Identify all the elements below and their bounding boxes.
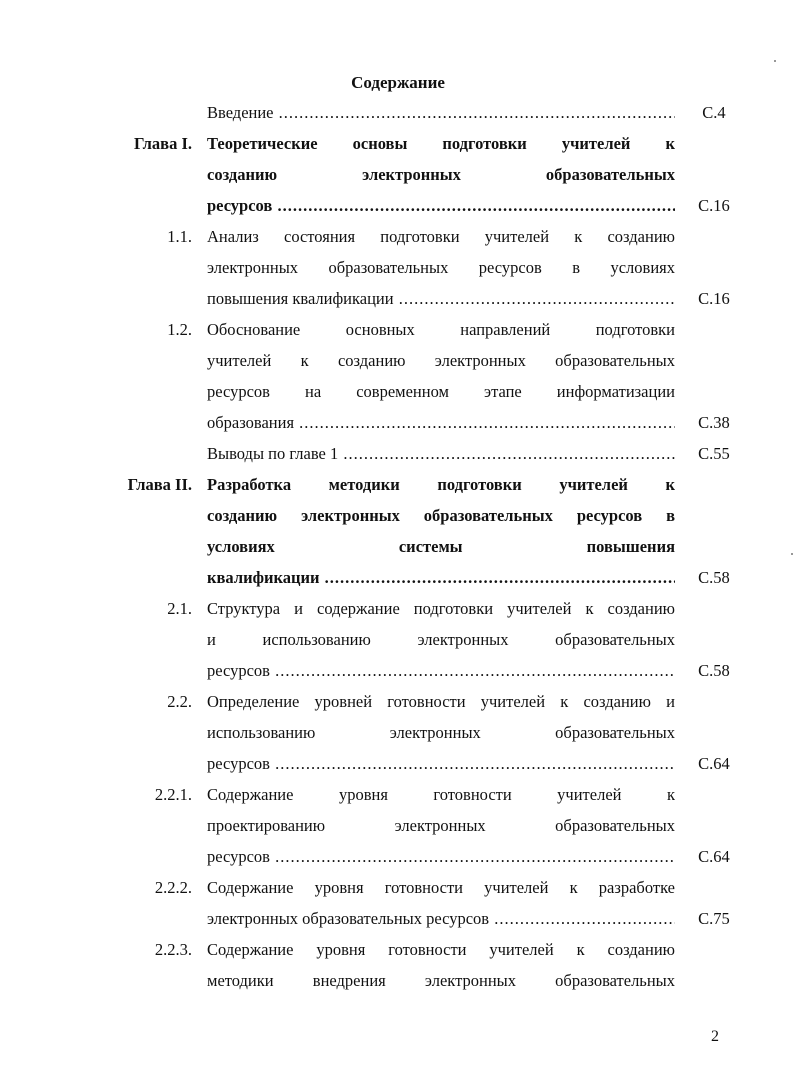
toc-entry-line: Теоретические основы подготовки учителей к <box>207 134 675 153</box>
toc-entry-line: Анализ состояния подготовки учителей к созданию <box>207 227 675 246</box>
toc-entry-line: электронных образовательных ресурсов в условиях <box>207 258 675 277</box>
toc-entry-line: условиях системы повышения <box>207 537 675 556</box>
toc-entry-line: Содержание уровня готовности учителей к <box>207 785 675 804</box>
toc-entry-line: Введение ..... <box>207 103 675 123</box>
toc-entry-line: ресурсов ..... <box>207 847 675 867</box>
toc-entry-page: С.16 <box>698 196 730 215</box>
toc-entry-number: 2.2.1. <box>154 785 192 804</box>
toc-entry-line: созданию электронных образовательных ресурсов в <box>207 506 675 525</box>
toc-entry-page: С.38 <box>698 413 730 432</box>
toc-entry-line: Структура и содержание подготовки учителей к созданию <box>207 599 675 618</box>
toc-entry-page: С.64 <box>698 754 730 773</box>
toc-entry-line: Содержание уровня готовности учителей к разработке <box>207 878 675 897</box>
toc-entry-number: 2.1. <box>167 599 192 618</box>
toc-entry-number: 2.2. <box>167 692 192 711</box>
toc-entry-line: Разработка методики подготовки учителей к <box>207 475 675 494</box>
toc-entry-page: С.16 <box>698 289 730 308</box>
toc-entry-page: С.64 <box>698 847 730 866</box>
toc-entry-line: ресурсов ..... <box>207 754 675 774</box>
toc-entry-line: Содержание уровня готовности учителей к созданию <box>207 940 675 959</box>
toc-entry-page: С.75 <box>698 909 730 928</box>
toc-entry-number: 1.1. <box>167 227 192 246</box>
toc-entry-line: Обоснование основных направлений подготовки <box>207 320 675 339</box>
toc-entry-page: С.58 <box>698 661 730 680</box>
toc-entry-page: С.58 <box>698 568 730 587</box>
toc-entry-line: методики внедрения электронных образовательных <box>207 971 675 990</box>
toc-entry-line: образования ..... <box>207 413 675 433</box>
toc-entry-number: Глава I. <box>134 134 192 153</box>
toc-entry-line: созданию электронных образовательных <box>207 165 675 184</box>
toc-entry-line: Выводы по главе 1 ..... <box>207 444 675 464</box>
toc-entry-line: использованию электронных образовательных <box>207 723 675 742</box>
toc-entry-number: 1.2. <box>167 320 192 339</box>
toc-entry-number: 2.2.2. <box>154 878 192 897</box>
toc-entry-number: Глава II. <box>127 475 192 494</box>
scan-speck <box>774 60 776 62</box>
page-number: 2 <box>711 1028 719 1045</box>
toc-entry-page: С.55 <box>698 444 730 463</box>
toc-entry-line: повышения квалификации ..... <box>207 289 675 309</box>
toc-entry-page: С.4 <box>702 103 726 122</box>
toc-entry-line: электронных образовательных ресурсов ..... <box>207 909 675 929</box>
toc-entry-line: учителей к созданию электронных образовательных <box>207 351 675 370</box>
toc-entry-line: ресурсов на современном этапе информатизации <box>207 382 675 401</box>
toc-entry-line: квалификации ..... <box>207 568 675 588</box>
toc-entry-line: ресурсов ..... <box>207 196 675 216</box>
toc-entry-line: и использованию электронных образовательных <box>207 630 675 649</box>
toc-title: Содержание <box>351 73 445 92</box>
toc-entry-line: ресурсов ..... <box>207 661 675 681</box>
toc-entry-line: Определение уровней готовности учителей к созданию и <box>207 692 675 711</box>
toc-entry-number: 2.2.3. <box>154 940 192 959</box>
toc-entry-line: проектированию электронных образовательных <box>207 816 675 835</box>
scan-speck <box>791 553 793 555</box>
